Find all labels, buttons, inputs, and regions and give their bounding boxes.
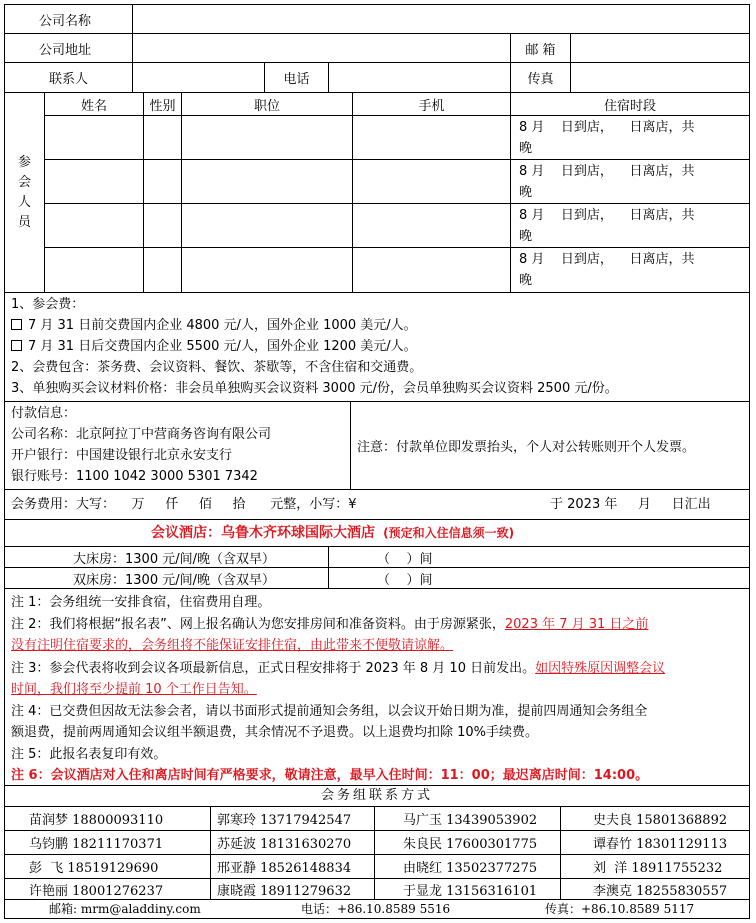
contact-label: 联系人 xyxy=(5,63,133,92)
room-twin-qty[interactable]: （ ）间 xyxy=(377,572,433,588)
hotel-subtitle: (预定和入住信息须一致) xyxy=(383,526,515,540)
note-5: 注 5：此报名表复印有效。 xyxy=(11,747,167,762)
attendee-stay-field[interactable] xyxy=(511,160,749,203)
room-twin-label: 双床房：1300 元/间/晚（含双早） xyxy=(5,568,329,588)
contact-person: 乌钧鹏 18211170371 xyxy=(5,831,211,854)
postcode-field[interactable] xyxy=(571,34,749,62)
company-name-label: 公司名称 xyxy=(5,5,133,33)
fee-option-early-label: 7 月 31 日前交费国内企业 4800 元/人，国外企业 1000 美元/人。 xyxy=(28,318,417,333)
fee-option-late-label: 7 月 31 日后交费国内企业 5500 元/人，国外企业 1200 美元/人。 xyxy=(28,339,417,354)
contact-field[interactable] xyxy=(133,63,265,92)
stay-nights: 晚 xyxy=(519,229,533,244)
contact-grid-row xyxy=(5,807,749,831)
payment-title: 付款信息： xyxy=(11,406,77,421)
company-name-row xyxy=(5,5,749,34)
attendee-row xyxy=(45,248,749,293)
attendee-gender-field[interactable] xyxy=(144,160,182,203)
footer-phone: 电话：+86.10.8589 5516 xyxy=(301,902,451,916)
company-address-label: 公司地址 xyxy=(5,34,133,62)
fee-option-early[interactable] xyxy=(11,316,417,336)
attendees-table xyxy=(45,93,749,293)
payment-section xyxy=(5,402,749,490)
hotel-title-row xyxy=(5,520,749,547)
amount-row xyxy=(5,490,749,520)
stay-nights: 晚 xyxy=(519,185,533,200)
footer-fax: 传真：+86.10.8589 5117 xyxy=(545,902,695,916)
note-4-line2: 额退费，提前两周通知会议组半额退费，其余情况不予退费。以上退费均扣除 10%手续费。 xyxy=(11,725,539,740)
fees-title: 1、参会费： xyxy=(11,297,85,312)
attendee-mobile-field[interactable] xyxy=(353,204,511,247)
attendees-label-char: 参 xyxy=(17,154,31,170)
note-2-red-start: 2023 年 7 月 31 日之前 xyxy=(504,617,649,632)
note-3-text: 注 3：参会代表将收到会议各项最新信息，正式日程安排将于 2023 年 8 月 10 日前发出。 xyxy=(11,661,536,676)
stay-line: 8 月 日到店， 日离店，共 xyxy=(519,164,695,179)
stay-line: 8 月 日到店， 日离店，共 xyxy=(519,120,695,135)
checkbox[interactable] xyxy=(11,319,22,330)
note-3-line1 xyxy=(11,659,665,679)
attendee-position-field[interactable] xyxy=(182,116,353,159)
checkbox[interactable] xyxy=(11,340,22,351)
room-row-king xyxy=(5,547,749,568)
note-3-red-start: 如因特殊原因调整会议 xyxy=(535,661,666,676)
contact-person: 许艳丽 18001276237 xyxy=(5,879,211,899)
contact-person: 马广玉 13439053902 xyxy=(375,807,561,830)
note-2-line1 xyxy=(11,615,648,635)
attendee-mobile-field[interactable] xyxy=(353,160,511,203)
contact-person: 苗润梦 18800093110 xyxy=(5,807,211,830)
note-2-text: 注 2：我们将根据“报名表”、网上报名确认为您安排房间和准备资料。由于房源紧张， xyxy=(11,617,505,632)
fee-option-late[interactable] xyxy=(11,337,417,357)
attendees-section xyxy=(5,93,749,293)
contacts-title-row xyxy=(5,786,749,807)
contact-person: 邢亚静 18526148834 xyxy=(211,855,375,878)
contact-person: 彭 飞 18519129690 xyxy=(5,855,211,878)
phone-label: 电话 xyxy=(265,63,329,92)
attendees-label-char: 会 xyxy=(17,174,31,190)
note-6: 注 6：会议酒店对入住和离店时间有严格要求，敬请注意，最早入住时间：11：00；最迟离店时间：14:00。 xyxy=(11,768,649,783)
company-name-field[interactable] xyxy=(133,5,749,33)
room-king-label: 大床房：1300 元/间/晚（含双早） xyxy=(5,547,329,567)
hotel-title: 会议酒店：乌鲁木齐环球国际大酒店 xyxy=(151,525,375,541)
contact-person: 郭寒玲 13717942547 xyxy=(211,807,375,830)
contact-person: 苏延波 18131630270 xyxy=(211,831,375,854)
company-address-row xyxy=(5,34,749,63)
attendee-name-field[interactable] xyxy=(45,160,144,203)
amount-date[interactable]: 于 2023 年 月 日汇出 xyxy=(550,497,711,512)
attendee-stay-field[interactable] xyxy=(511,116,749,159)
company-address-field[interactable] xyxy=(133,34,511,62)
payment-note: 注意：付款单位即发票抬头，个人对公转账则开个人发票。 xyxy=(357,440,696,455)
fees-includes: 2、会费包含：茶务费、会议资料、餐饮、茶歇等，不含住宿和交通费。 xyxy=(11,360,423,375)
attendee-mobile-field[interactable] xyxy=(353,248,511,293)
col-gender-header: 性别 xyxy=(144,93,182,115)
footer-email[interactable]: 邮箱: mrm@aladdiny.com xyxy=(49,902,201,916)
note-2-red-end: 没有注明住宿要求的，会务组将不能保证安排住宿，由此带来不便敬请谅解。 xyxy=(11,638,454,653)
fax-label: 传真 xyxy=(511,63,571,92)
fax-field[interactable] xyxy=(571,63,749,92)
note-1: 注 1：会务组统一安排食宿，住宿费用自理。 xyxy=(11,595,271,610)
attendee-gender-field[interactable] xyxy=(144,248,182,293)
attendee-stay-field[interactable] xyxy=(511,204,749,247)
attendees-label-char: 员 xyxy=(17,214,31,230)
footer-row xyxy=(5,900,749,918)
contacts-title: 会务组联系方式 xyxy=(320,788,433,803)
fees-materials: 3、单独购买会议材料价格：非会员单独购买会议资料 3000 元/份，会员单独购买会议资料 2500 元/份。 xyxy=(11,381,618,396)
contact-person: 史夫良 15801368892 xyxy=(593,813,728,828)
contact-person: 康晓霞 18911279632 xyxy=(211,879,375,899)
col-position-header: 职位 xyxy=(182,93,353,115)
attendee-mobile-field[interactable] xyxy=(353,116,511,159)
room-row-twin xyxy=(5,568,749,589)
attendee-name-field[interactable] xyxy=(45,204,144,247)
registration-form xyxy=(4,4,750,919)
attendees-header-row xyxy=(45,93,749,116)
payment-info xyxy=(5,402,351,489)
attendees-label-char: 人 xyxy=(17,194,31,210)
attendee-gender-field[interactable] xyxy=(144,204,182,247)
note-3-red-end: 时间，我们将至少提前 10 个工作日告知。 xyxy=(11,682,257,697)
contact-person: 李澳克 18255830557 xyxy=(593,883,728,899)
attendee-position-field[interactable] xyxy=(182,204,353,247)
col-stay-header: 住宿时段 xyxy=(603,98,656,114)
contact-row xyxy=(5,63,749,93)
notes-section xyxy=(5,589,749,786)
payment-account: 银行账号：1100 1042 3000 5301 7342 xyxy=(11,469,258,484)
amount-text[interactable]: 会务费用：大写： 万 仟 佰 拾 元整，小写：¥ xyxy=(11,497,357,512)
stay-line: 8 月 日到店， 日离店，共 xyxy=(519,208,695,223)
contact-person: 由晓红 13502377275 xyxy=(375,855,561,878)
contact-grid-row xyxy=(5,831,749,855)
attendee-row xyxy=(45,116,749,160)
contact-person: 朱良民 17600301775 xyxy=(375,831,561,854)
attendee-row xyxy=(45,160,749,204)
contact-grid-row xyxy=(5,879,749,900)
stay-nights: 晚 xyxy=(519,141,533,156)
postcode-label: 邮 箱 xyxy=(511,34,571,62)
attendee-stay-field[interactable] xyxy=(511,248,749,293)
attendee-name-field[interactable] xyxy=(45,248,144,293)
hotel-title-wrap xyxy=(151,523,514,544)
attendee-position-field[interactable] xyxy=(182,248,353,293)
stay-line: 8 月 日到店， 日离店，共 xyxy=(519,252,695,267)
contact-grid-row xyxy=(5,855,749,879)
attendee-name-field[interactable] xyxy=(45,116,144,159)
attendee-row xyxy=(45,204,749,248)
stay-nights: 晚 xyxy=(519,273,533,288)
contact-person: 于显龙 13156316101 xyxy=(375,879,561,899)
contact-person: 谭春竹 18301129113 xyxy=(593,837,728,852)
col-name-header: 姓名 xyxy=(45,93,144,115)
payment-bank: 开户银行：中国建设银行北京永安支行 xyxy=(11,448,233,463)
attendee-gender-field[interactable] xyxy=(144,116,182,159)
attendees-label xyxy=(5,93,45,292)
attendee-position-field[interactable] xyxy=(182,160,353,203)
contact-person: 刘 洋 18911755232 xyxy=(593,861,723,876)
payment-company: 公司名称：北京阿拉丁中营商务咨询有限公司 xyxy=(11,427,272,442)
col-mobile-header: 手机 xyxy=(353,93,511,115)
fees-section xyxy=(5,293,749,402)
phone-field[interactable] xyxy=(329,63,511,92)
room-king-qty[interactable]: （ ）间 xyxy=(377,551,433,567)
note-4-line1: 注 4：已交费但因故无法参会者，请以书面形式提前通知会务组，以会议开始日期为准，提前四周通知会务组全 xyxy=(11,704,648,719)
